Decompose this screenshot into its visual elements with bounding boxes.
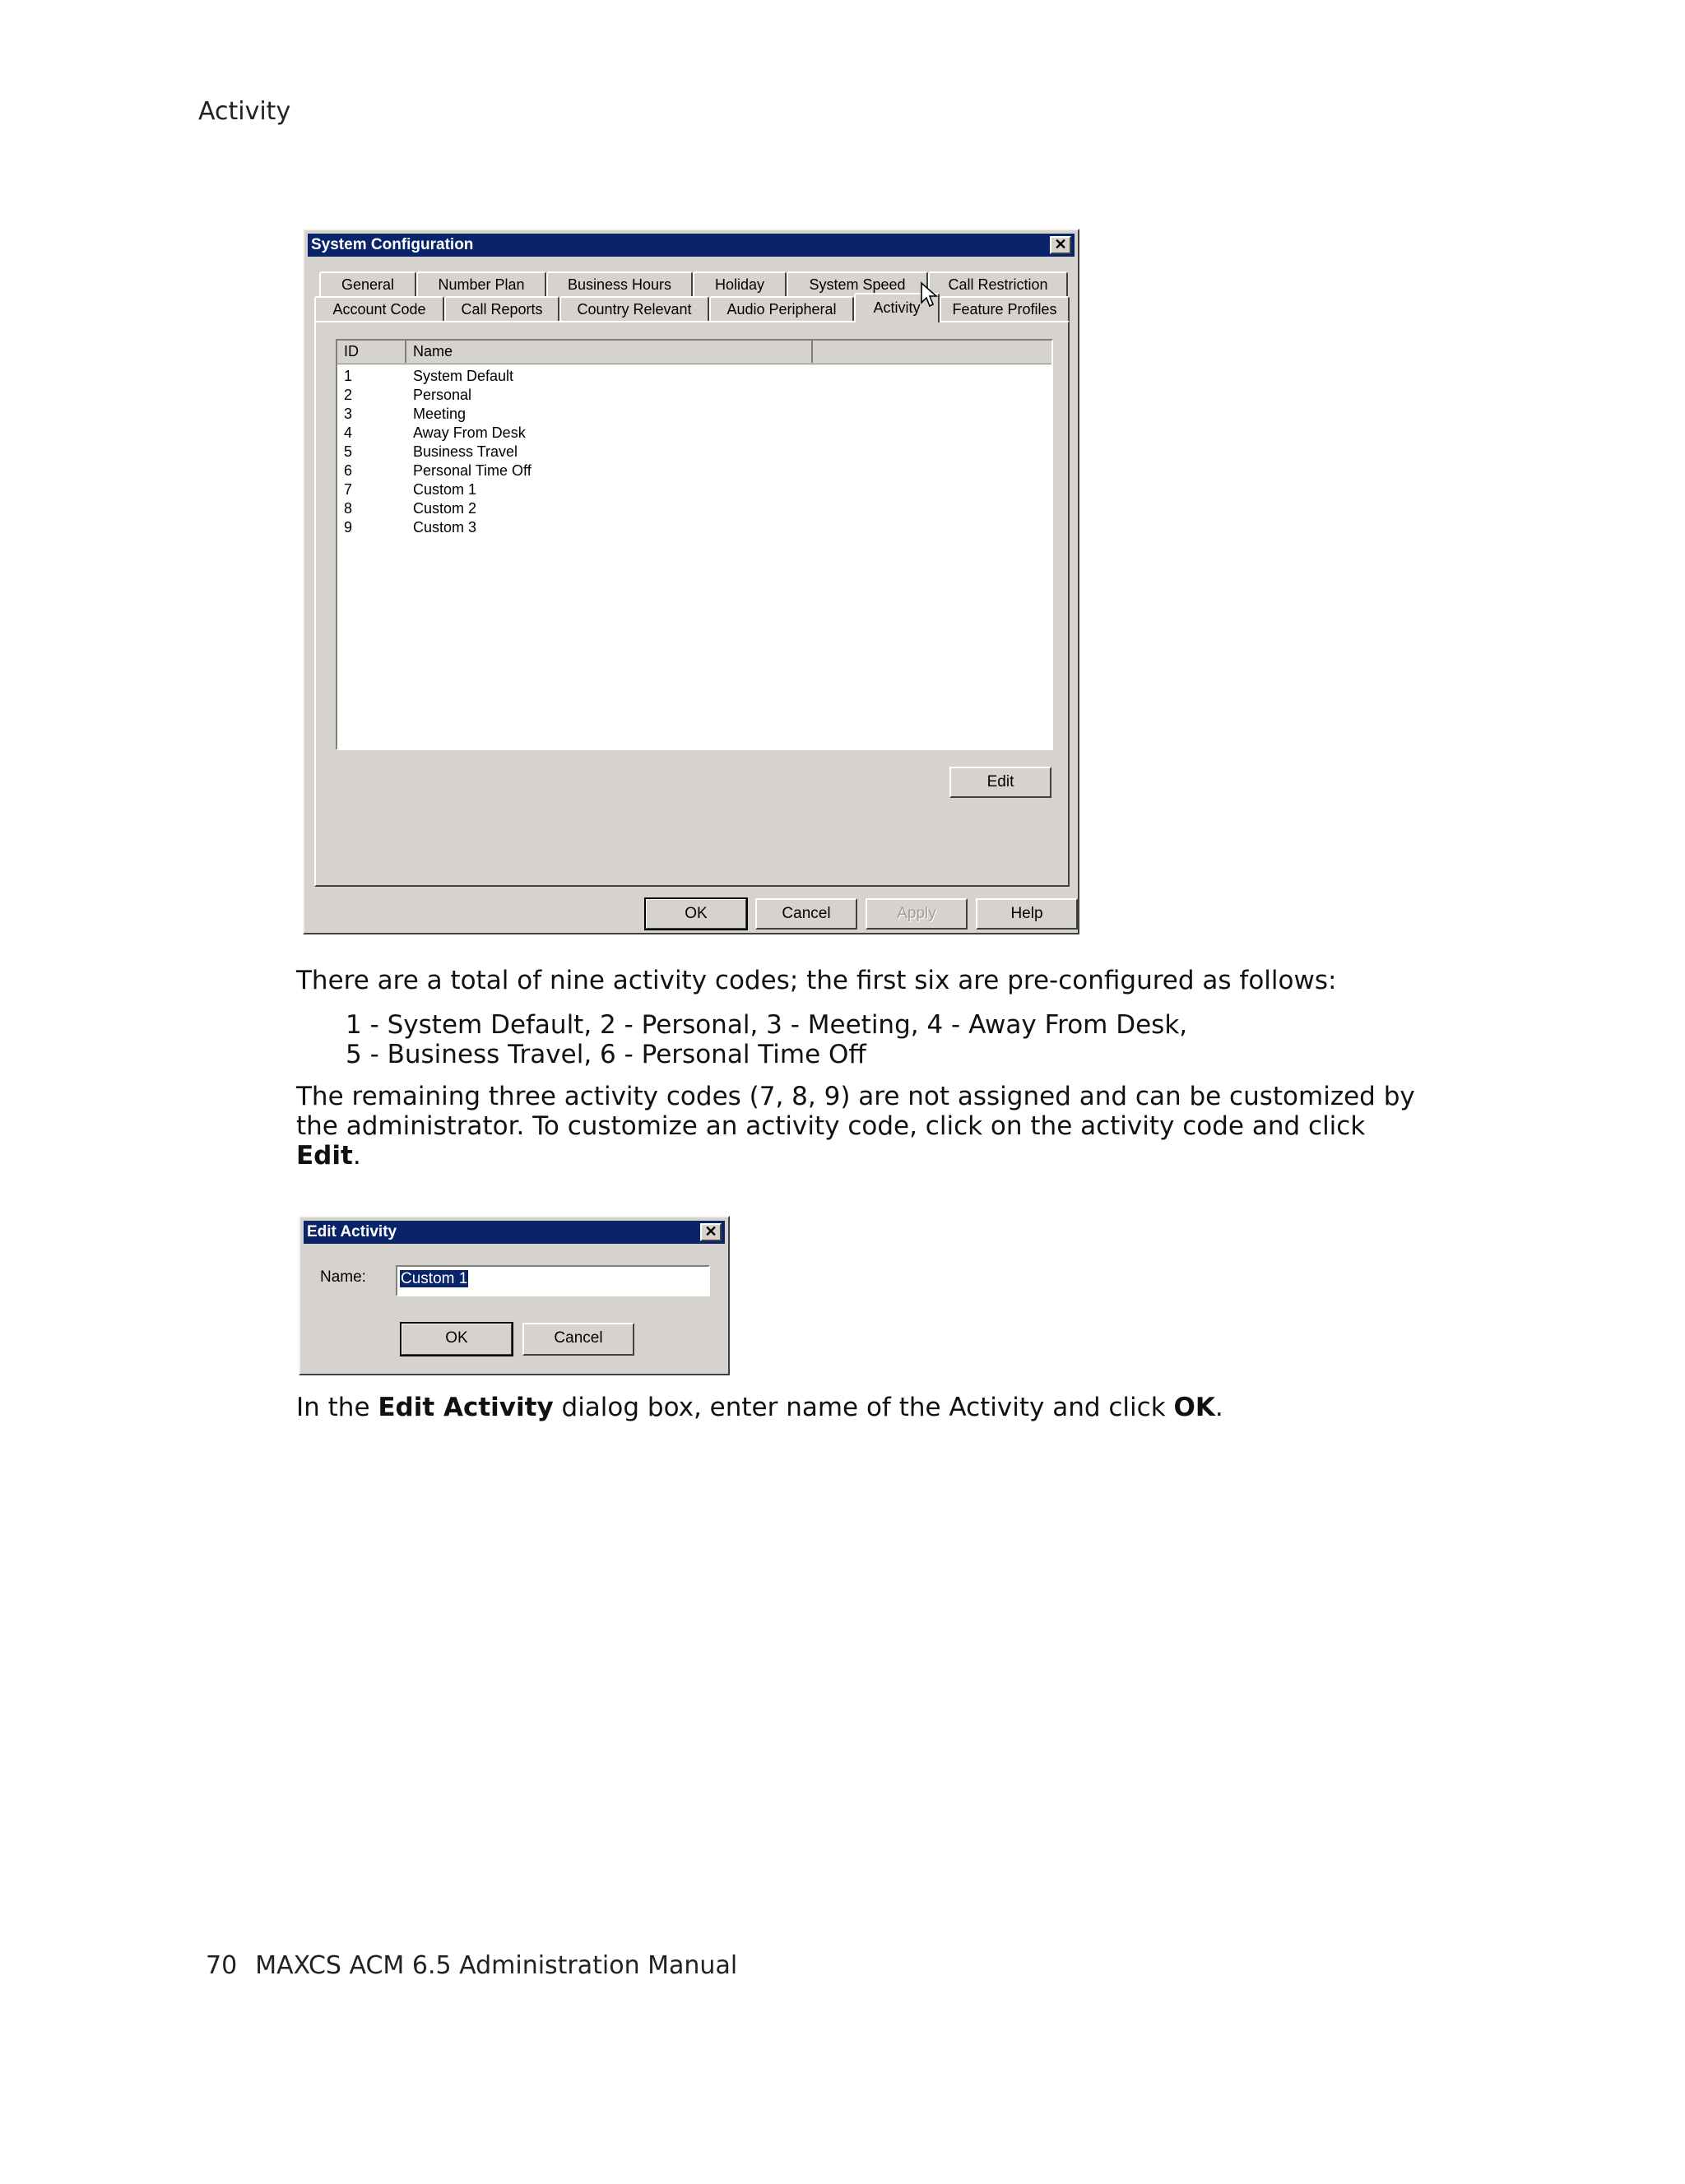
cancel-button[interactable]: Cancel [522, 1323, 634, 1356]
edit-activity-bold: Edit Activity [378, 1393, 554, 1422]
title-bar [308, 234, 1075, 257]
tab-account-code[interactable]: Account Code [314, 296, 444, 321]
table-row[interactable]: 8 Custom 2 [344, 500, 477, 517]
customize-paragraph [296, 1082, 1514, 1171]
table-row[interactable]: 3 Meeting [344, 406, 467, 422]
close-button[interactable] [700, 1223, 722, 1241]
tab-feature-profiles[interactable]: Feature Profiles [940, 296, 1070, 321]
tab-holiday[interactable]: Holiday [693, 271, 787, 296]
customize-line-3: Edit. [296, 1141, 361, 1171]
edit-button[interactable]: Edit [949, 767, 1051, 798]
column-header-empty[interactable] [813, 341, 1051, 363]
table-row[interactable]: 1 System Default [344, 368, 514, 384]
name-label: Name: [320, 1268, 366, 1286]
list-header [337, 341, 1051, 364]
ok-button[interactable]: OK [645, 898, 747, 930]
ok-bold: OK [1173, 1393, 1215, 1422]
final-paragraph: In the Edit Activity dialog box, enter name of the Activity and click OK. [296, 1393, 1223, 1422]
table-row[interactable]: 5 Business Travel [344, 443, 518, 460]
help-button[interactable]: Help [976, 898, 1078, 930]
close-icon: ✕ [704, 1223, 717, 1240]
page-header: Activity [198, 97, 291, 126]
page-footer [206, 1951, 737, 1980]
customize-line-1: The remaining three activity codes (7, 8, 9) are not assigned and can be customized by [296, 1082, 1415, 1111]
tab-call-reports[interactable]: Call Reports [444, 296, 559, 321]
tab-panel [314, 321, 1070, 887]
customize-line-2: the administrator. To customize an activity code, click on the activity code and click [296, 1111, 1366, 1141]
table-row[interactable]: 2 Personal [344, 387, 472, 403]
column-header-name[interactable]: Name [406, 341, 813, 363]
activity-list[interactable] [336, 339, 1053, 750]
tab-number-plan[interactable]: Number Plan [416, 271, 546, 296]
preconfigured-list-line-2: 5 - Business Travel, 6 - Personal Time Off [346, 1040, 866, 1069]
tab-activity[interactable]: Activity [854, 293, 940, 322]
name-input[interactable] [396, 1265, 710, 1296]
table-row[interactable]: 9 Custom 3 [344, 519, 477, 536]
tab-audio-peripheral[interactable]: Audio Peripheral [709, 296, 854, 321]
tab-call-restriction[interactable]: Call Restriction [928, 271, 1068, 296]
column-header-id[interactable]: ID [337, 341, 406, 363]
dialog-title: System Configuration [311, 236, 474, 253]
dialog-title: Edit Activity [307, 1223, 397, 1240]
apply-button[interactable]: Apply [866, 898, 968, 930]
system-configuration-dialog [303, 229, 1079, 934]
tab-system-speed[interactable]: System Speed [787, 271, 928, 296]
edit-bold: Edit [296, 1141, 353, 1171]
cancel-button[interactable]: Cancel [755, 898, 857, 930]
tab-business-hours[interactable]: Business Hours [546, 271, 693, 296]
table-row[interactable]: 6 Personal Time Off [344, 462, 531, 479]
ok-button[interactable]: OK [401, 1323, 513, 1356]
preconfigured-list-line-1: 1 - System Default, 2 - Personal, 3 - Meeting, 4 - Away From Desk, [346, 1010, 1188, 1040]
edit-activity-dialog [299, 1216, 730, 1375]
table-row[interactable]: 7 Custom 1 [344, 481, 477, 498]
footer-title: MAXCS ACM 6.5 Administration Manual [255, 1951, 738, 1980]
intro-paragraph: There are a total of nine activity codes; the first six are pre-configured as follows: [296, 966, 1337, 995]
tab-general[interactable]: General [319, 271, 416, 296]
mouse-cursor-icon [920, 281, 938, 309]
name-input-value: Custom 1 [401, 1270, 468, 1287]
tab-country-relevant[interactable]: Country Relevant [559, 296, 709, 321]
title-bar [304, 1221, 725, 1244]
close-button[interactable] [1050, 236, 1071, 254]
page-number: 70 [206, 1951, 238, 1980]
table-row[interactable]: 4 Away From Desk [344, 424, 526, 441]
close-icon: ✕ [1054, 236, 1067, 253]
